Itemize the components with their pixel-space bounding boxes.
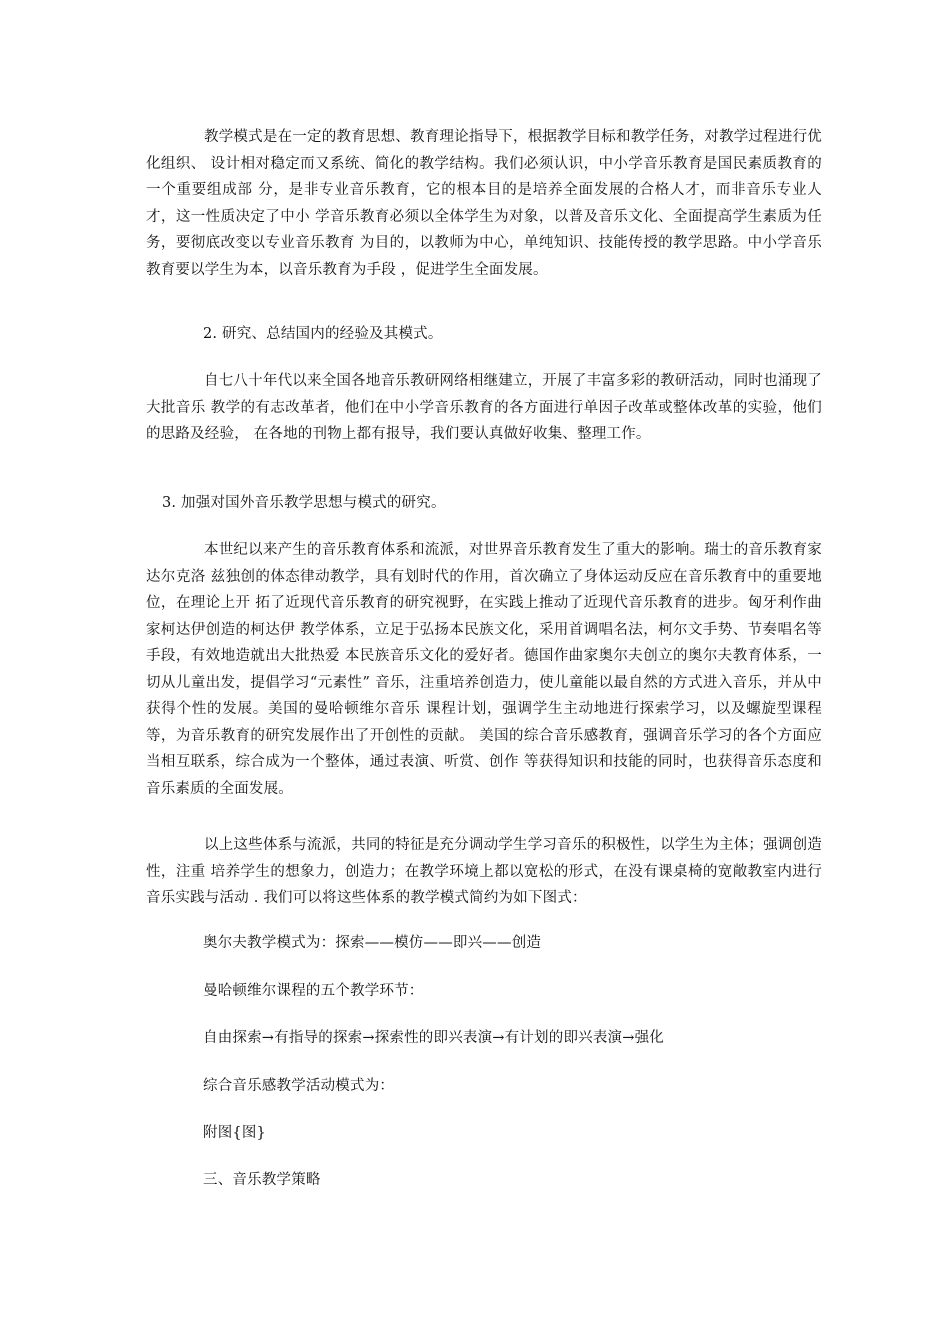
paragraph-foreign-systems: 本世纪以来产生的音乐教育体系和流派，对世界音乐教育发生了重大的影响。瑞士的音乐教育家达尔克洛 兹独创的体态律动教学，具有划时代的作用，首次确立了身体运动反应在音乐教育中的重要地位，在理论上开 拓了近现代音乐教育的研究视野，在实践上推动了近现代音乐教育的进步。匈牙利作曲家柯达伊创造的柯达伊 教学体系，立足于弘扬本民族文化，采用首调唱名法，柯尔文手势、节奏唱名等手段，有效地造就出大批热爱 本民族音乐文化的爱好者。德国作曲家奥尔夫创立的奥尔夫教育体系，一切从儿童出发，提倡学习“元素性” 音乐，注重培养创造力，使儿童能以最自然的方式进入音乐，并从中获得个性的发展。美国的曼哈顿维尔音乐 课程计划，强调学生主动地进行探索学习，以及螺旋型课程等，为音乐教育的研究发展作出了开创性的贡献。 美国的综合音乐感教育，强调音乐学习的各个方面应当相互联系，综合成为一个整体，通过表演、听赏、创作 等获得知识和技能的同时，也获得音乐态度和音乐素质的全面发展。 [146,542,822,797]
section-heading-strategy: 三、音乐教学策略 [203,1172,321,1188]
manhattanville-steps-sequence: 自由探索→有指导的探索→探索性的即兴表演→有计划的即兴表演→强化 [203,1030,664,1046]
paragraph-domestic-experience: 自七八十年代以来全国各地音乐教研网络相继建立，开展了丰富多彩的教研活动，同时也涌现了大批音乐 教学的有志改革者，他们在中小学音乐教育的各方面进行单因子改革或整体改革的实验，他们的思路及经验， 在各地的刊物上都有报导，我们要认真做好收集、整理工作。 [146,373,822,442]
heading-foreign-research: 3. 加强对国外音乐教学思想与模式的研究。 [162,495,446,511]
figure-placeholder: 附图{图} [203,1125,266,1141]
paragraph-teaching-model: 教学模式是在一定的教育思想、教育理论指导下，根据教学目标和教学任务，对教学过程进行优化组织、 设计相对稳定而又系统、简化的教学结构。我们必须认识，中小学音乐教育是国民素质教育的一个重要组成部 分，是非专业音乐教育，它的根本目的是培养全面发展的合格人才，而非音乐专业人才，这一性质决定了中小 学音乐教育必须以全体学生为对象，以普及音乐文化、全面提高学生素质为任务，要彻底改变以专业音乐教育 为目的，以教师为中心，单纯知识、技能传授的教学思路。中小学音乐教育要以学生为本，以音乐教育为手段 ，促进学生全面发展。 [146,129,822,278]
comprehensive-model-heading: 综合音乐感教学活动模式为： [203,1078,395,1094]
manhattanville-steps-heading: 曼哈顿维尔课程的五个教学环节： [203,983,424,999]
heading-domestic-research: 2. 研究、总结国内的经验及其模式。 [203,326,443,342]
orff-model-line: 奥尔夫教学模式为：探索——模仿——即兴——创造 [203,935,542,951]
paragraph-common-features: 以上这些体系与流派，共同的特征是充分调动学生学习音乐的积极性，以学生为主体；强调创造性，注重 培养学生的想象力，创造力；在教学环境上都以宽松的形式，在没有课桌椅的宽敞教室内进行音乐实践与活动 . 我们可以将这些体系的教学模式简约为如下图式： [146,837,822,906]
